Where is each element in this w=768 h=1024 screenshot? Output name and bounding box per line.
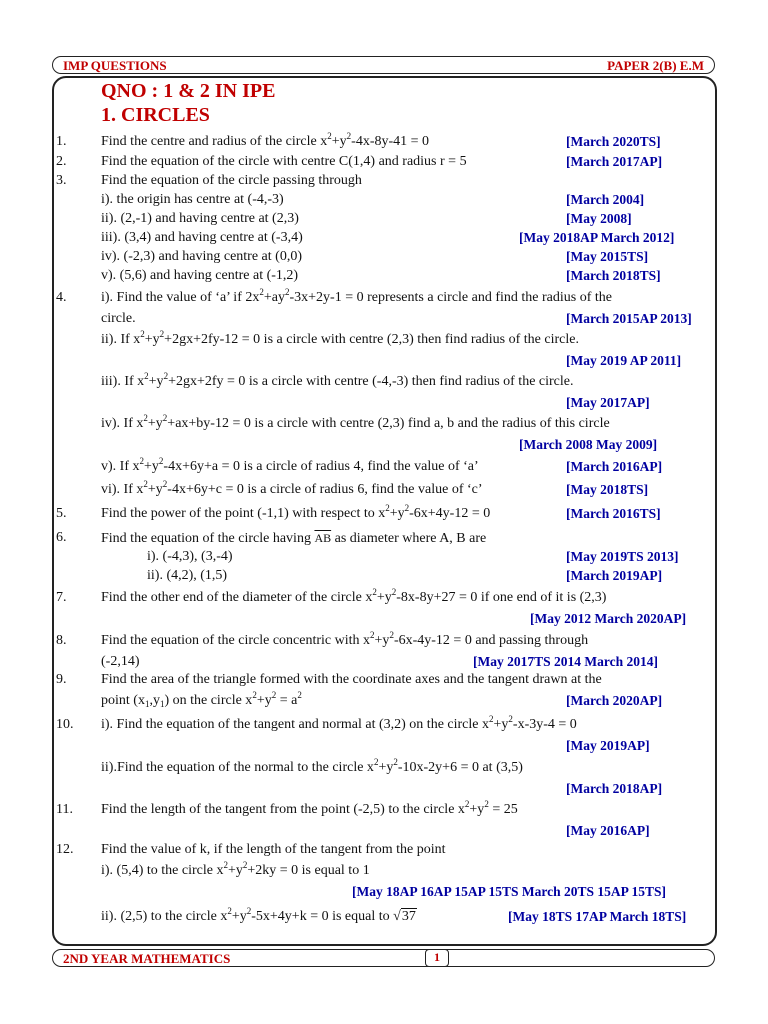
question-text: ii).Find the equation of the normal to the circle $x^2+y^2-10x-2y+6 = 0$ at (3,5) [101, 757, 523, 775]
question-9 [0, 671, 768, 689]
question-text: Find the length of the tangent from the point (-2,5) to the circle $x^2+y^2 = 25$ [101, 799, 518, 817]
question-text: Find the equation of the circle concentric with $x^2+y^2-6x-4y-12 = 0$ and passing through [101, 630, 589, 648]
question-text: ii). If $x^2+y^2+2gx+2fy-12 = 0$ is a circle with centre (2,3) then find radius of the circle. [101, 329, 579, 347]
question-4-part [0, 458, 768, 476]
question-text: v). (5,6) and having centre at (-1,2) [101, 268, 299, 283]
question-text: Find the power of the point (-1,1) with respect to $x^2+y^2-6x+4y-12 = 0$ [101, 503, 491, 521]
header-banner [52, 56, 715, 74]
question-12-part [0, 883, 768, 901]
question-text: iv). (-2,3) and having centre at (0,0) [101, 249, 302, 264]
question-text: iv). If $x^2+y^2+ax+by-12 = 0$ is a circle with centre (2,3) find a, b and the radius of this circle [101, 413, 610, 431]
question-number: 11. [56, 802, 73, 817]
exam-reference: [March 2018TS] [566, 268, 661, 283]
question-12-part [0, 862, 768, 880]
exam-reference: [May 2019TS 2013] [566, 549, 679, 564]
question-4-part [0, 394, 768, 412]
exam-reference: [March 2004] [566, 192, 645, 207]
question-6 [0, 529, 768, 547]
question-6-part [0, 567, 768, 585]
question-number: 3. [56, 173, 67, 188]
question-text: v). If $x^2+y^2-4x+6y+a = 0$ is a circle of radius 4, find the value of ‘a’ [101, 456, 479, 474]
question-4 [0, 289, 768, 307]
exam-reference: [May 2018AP March 2012] [519, 230, 675, 245]
question-8 [0, 632, 768, 650]
exam-reference: [March 2018AP] [566, 781, 663, 796]
exam-reference: [March 2017AP] [566, 154, 663, 169]
exam-reference: [March 2015AP 2013] [566, 311, 692, 326]
question-11 [0, 801, 768, 819]
question-text: iii). (3,4) and having centre at (-3,4) [101, 230, 303, 245]
exam-reference: [March 2019AP] [566, 568, 663, 583]
question-text: vi). If $x^2+y^2-4x+6y+c = 0$ is a circle of radius 6, find the value of ‘c’ [101, 479, 483, 497]
question-3-part [0, 210, 768, 228]
question-text: iii). If $x^2+y^2+2gx+2fy = 0$ is a circle with centre (-4,-3) then find radius of the circle. [101, 371, 574, 389]
question-1 [0, 133, 768, 151]
question-text: ii). (4,2), (1,5) [147, 568, 228, 583]
question-8-part [0, 653, 768, 671]
question-text: Find the centre and radius of the circle $x^2+y^2-4x-8y-41 = 0$ [101, 131, 430, 149]
question-text: circle. [101, 311, 136, 326]
question-11-part [0, 822, 768, 840]
exam-reference: [May 2015TS] [566, 249, 649, 264]
question-number: 12. [56, 842, 74, 857]
question-4-part [0, 352, 768, 370]
exam-reference: [May 2017TS 2014 March 2014] [473, 654, 658, 669]
question-12-part [0, 908, 768, 926]
question-10-part [0, 759, 768, 777]
question-number: 1. [56, 134, 67, 149]
question-text: i). (-4,3), (3,-4) [147, 549, 233, 564]
question-text: Find the equation of the circle having $\overline{AB}$ as diameter where A, B are [101, 531, 487, 546]
question-text: Find the value of k, if the length of the tangent from the point [101, 842, 446, 857]
exam-reference: [May 2017AP] [566, 395, 650, 410]
question-3-part [0, 229, 768, 247]
header-title: IMP QUESTIONS [63, 58, 167, 73]
exam-reference: [May 2019 AP 2011] [566, 353, 682, 368]
question-3-part [0, 191, 768, 209]
question-4-part [0, 373, 768, 391]
question-text: ii). (2,5) to the circle $x^2+y^2-5x+4y+k = 0$ is equal to √37 [101, 906, 416, 924]
exam-reference: [May 18AP 16AP 15AP 15TS March 20TS 15AP 15TS] [352, 884, 667, 899]
page-number: 1 [425, 949, 449, 967]
question-6-part [0, 548, 768, 566]
question-4-part [0, 415, 768, 433]
header-paper: PAPER 2(B) E.M [607, 58, 704, 73]
question-4-part [0, 310, 768, 328]
exam-reference: [May 2016AP] [566, 823, 650, 838]
question-10 [0, 716, 768, 734]
question-text: i). Find the value of ‘a’ if $2x^2+ay^2-3x+2y-1 = 0$ represents a circle and find the radius of the [101, 287, 612, 305]
question-3 [0, 172, 768, 190]
exam-reference: [March 2020TS] [566, 134, 661, 149]
question-5 [0, 505, 768, 523]
question-7-part [0, 610, 768, 628]
question-3-part [0, 248, 768, 266]
exam-reference: [March 2016TS] [566, 506, 661, 521]
question-number: 2. [56, 154, 67, 169]
exam-reference: [March 2020AP] [566, 693, 663, 708]
question-2 [0, 153, 768, 171]
section-title: 1. CIRCLES [101, 104, 210, 126]
question-4-part [0, 436, 768, 454]
exam-reference: [March 2016AP] [566, 459, 663, 474]
exam-reference: [May 2012 March 2020AP] [530, 611, 687, 626]
question-text: Find the equation of the circle passing through [101, 173, 362, 188]
footer-banner [52, 949, 715, 967]
question-text: Find the equation of the circle with centre C(1,4) and radius r = 5 [101, 154, 467, 169]
question-number: 10. [56, 717, 74, 732]
question-3-part [0, 267, 768, 285]
question-10-part [0, 737, 768, 755]
question-number: 6. [56, 530, 67, 545]
question-text: i). the origin has centre at (-4,-3) [101, 192, 284, 207]
question-number: 4. [56, 290, 67, 305]
question-4-part [0, 331, 768, 349]
question-7 [0, 589, 768, 607]
question-4-part [0, 481, 768, 499]
question-12 [0, 841, 768, 859]
question-number: 5. [56, 506, 67, 521]
question-text: i). Find the equation of the tangent and normal at (3,2) on the circle $x^2+y^2-x-3y-4 = 0$ [101, 714, 577, 732]
question-text: Find the area of the triangle formed with the coordinate axes and the tangent drawn at the [101, 672, 602, 687]
question-text: Find the other end of the diameter of the circle $x^2+y^2-8x-8y+27 = 0$ if one end of it is (2,3) [101, 587, 607, 605]
question-text: i). (5,4) to the circle $x^2+y^2+2ky = 0$ is equal to 1 [101, 860, 370, 878]
question-number: 7. [56, 590, 67, 605]
question-number: 9. [56, 672, 67, 687]
footer-subject: 2ND YEAR MATHEMATICS [63, 951, 231, 966]
exam-reference: [May 2018TS] [566, 482, 649, 497]
exam-reference: [May 18TS 17AP March 18TS] [508, 909, 687, 924]
page-title: QNO : 1 & 2 IN IPE [101, 80, 276, 102]
exam-reference: [March 2008 May 2009] [519, 437, 658, 452]
question-text: (-2,14) [101, 654, 140, 669]
question-text: ii). (2,-1) and having centre at (2,3) [101, 211, 299, 226]
question-9-part [0, 692, 768, 710]
question-10-part [0, 780, 768, 798]
question-text: point $(x_1,y_1)$ on the circle $x^2+y^2 = a^2$ [101, 690, 302, 709]
question-number: 8. [56, 633, 67, 648]
exam-reference: [May 2019AP] [566, 738, 650, 753]
exam-reference: [May 2008] [566, 211, 632, 226]
